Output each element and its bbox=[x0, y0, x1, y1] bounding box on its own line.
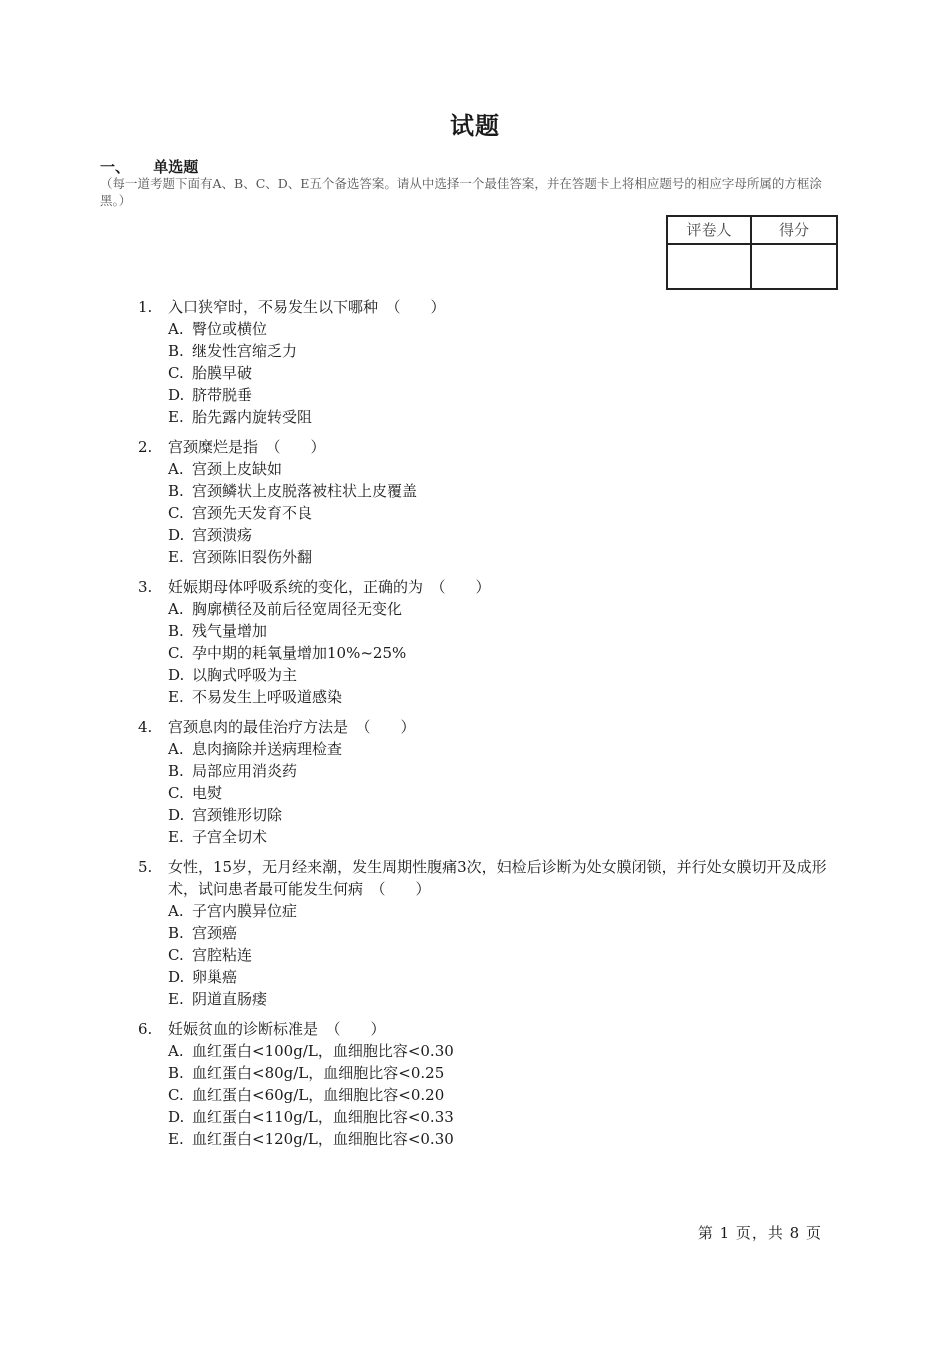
option-a[interactable] bbox=[168, 1040, 838, 1062]
section-heading bbox=[100, 156, 198, 177]
option-text: 宫颈鳞状上皮脱落被柱状上皮覆盖 bbox=[192, 482, 418, 500]
option-letter: A. bbox=[168, 902, 184, 920]
question-6 bbox=[138, 1018, 838, 1150]
grader-cell[interactable] bbox=[668, 245, 752, 288]
option-list bbox=[138, 900, 838, 1010]
score-header: 得分 bbox=[752, 217, 836, 245]
question-stem bbox=[138, 436, 838, 458]
question-text: 宫颈糜烂是指 （ ） bbox=[168, 438, 326, 456]
option-b[interactable] bbox=[168, 340, 838, 362]
question-stem bbox=[138, 1018, 838, 1040]
option-text: 不易发生上呼吸道感染 bbox=[192, 688, 343, 706]
option-c[interactable] bbox=[168, 782, 838, 804]
option-d[interactable] bbox=[168, 524, 838, 546]
option-text: 血红蛋白<100g/L，血细胞比容<0.30 bbox=[192, 1042, 454, 1060]
option-b[interactable] bbox=[168, 760, 838, 782]
option-text: 子宫全切术 bbox=[192, 828, 268, 846]
option-letter: D. bbox=[168, 386, 185, 404]
question-number: 2. bbox=[138, 438, 153, 456]
option-letter: B. bbox=[168, 622, 184, 640]
option-text: 卵巢癌 bbox=[192, 968, 238, 986]
option-d[interactable] bbox=[168, 1106, 838, 1128]
option-letter: B. bbox=[168, 482, 184, 500]
option-letter: A. bbox=[168, 600, 184, 618]
question-5 bbox=[138, 856, 838, 1010]
option-text: 电熨 bbox=[192, 784, 223, 802]
option-letter: B. bbox=[168, 762, 184, 780]
option-b[interactable] bbox=[168, 480, 838, 502]
option-letter: A. bbox=[168, 320, 184, 338]
option-letter: D. bbox=[168, 806, 185, 824]
question-text: 宫颈息肉的最佳治疗方法是 （ ） bbox=[168, 718, 416, 736]
option-c[interactable] bbox=[168, 944, 838, 966]
option-b[interactable] bbox=[168, 922, 838, 944]
option-list bbox=[138, 318, 838, 428]
option-letter: A. bbox=[168, 740, 184, 758]
option-text: 胎膜早破 bbox=[192, 364, 253, 382]
option-text: 宫颈先天发育不良 bbox=[192, 504, 313, 522]
option-letter: E. bbox=[168, 408, 184, 426]
option-a[interactable] bbox=[168, 318, 838, 340]
option-text: 脐带脱垂 bbox=[192, 386, 253, 404]
question-stem bbox=[138, 856, 838, 900]
option-b[interactable] bbox=[168, 620, 838, 642]
section-name: 单选题 bbox=[153, 158, 199, 176]
option-text: 血红蛋白<80g/L，血细胞比容<0.25 bbox=[192, 1064, 445, 1082]
option-text: 宫颈溃疡 bbox=[192, 526, 253, 544]
section-instructions: （每一道考题下面有A、B、C、D、E五个备选答案。请从中选择一个最佳答案，并在答题卡上将相应题号的相应字母所属的方框涂黑。） bbox=[100, 176, 822, 208]
option-text: 残气量增加 bbox=[192, 622, 268, 640]
option-letter: D. bbox=[168, 526, 185, 544]
score-cell[interactable] bbox=[752, 245, 836, 288]
option-text: 宫颈癌 bbox=[192, 924, 238, 942]
option-e[interactable] bbox=[168, 1128, 838, 1150]
option-d[interactable] bbox=[168, 804, 838, 826]
option-b[interactable] bbox=[168, 1062, 838, 1084]
option-text: 血红蛋白<110g/L，血细胞比容<0.33 bbox=[192, 1108, 454, 1126]
option-text: 宫腔粘连 bbox=[192, 946, 253, 964]
option-c[interactable] bbox=[168, 1084, 838, 1106]
option-text: 血红蛋白<60g/L，血细胞比容<0.20 bbox=[192, 1086, 445, 1104]
option-c[interactable] bbox=[168, 642, 838, 664]
option-text: 血红蛋白<120g/L，血细胞比容<0.30 bbox=[192, 1130, 454, 1148]
option-letter: A. bbox=[168, 1042, 184, 1060]
option-letter: B. bbox=[168, 924, 184, 942]
question-4 bbox=[138, 716, 838, 848]
option-d[interactable] bbox=[168, 664, 838, 686]
option-text: 胎先露内旋转受阻 bbox=[192, 408, 313, 426]
option-letter: E. bbox=[168, 688, 184, 706]
question-text: 妊娠贫血的诊断标准是 （ ） bbox=[168, 1020, 386, 1038]
question-number: 4. bbox=[138, 718, 153, 736]
option-text: 继发性宫缩乏力 bbox=[192, 342, 298, 360]
option-letter: E. bbox=[168, 1130, 184, 1148]
option-e[interactable] bbox=[168, 826, 838, 848]
option-letter: E. bbox=[168, 990, 184, 1008]
option-list bbox=[138, 598, 838, 708]
section-number: 一、 bbox=[100, 158, 131, 176]
option-e[interactable] bbox=[168, 686, 838, 708]
question-number: 3. bbox=[138, 578, 153, 596]
option-text: 子宫内膜异位症 bbox=[192, 902, 298, 920]
option-text: 孕中期的耗氧量增加10%~25% bbox=[192, 644, 407, 662]
option-c[interactable] bbox=[168, 502, 838, 524]
option-letter: C. bbox=[168, 784, 184, 802]
option-text: 宫颈锥形切除 bbox=[192, 806, 283, 824]
option-list bbox=[138, 738, 838, 848]
option-text: 宫颈上皮缺如 bbox=[192, 460, 283, 478]
option-text: 局部应用消炎药 bbox=[192, 762, 298, 780]
option-e[interactable] bbox=[168, 988, 838, 1010]
option-text: 阴道直肠瘘 bbox=[192, 990, 268, 1008]
option-letter: A. bbox=[168, 460, 184, 478]
question-text: 入口狭窄时，不易发生以下哪种 （ ） bbox=[168, 298, 446, 316]
option-a[interactable] bbox=[168, 598, 838, 620]
option-letter: E. bbox=[168, 828, 184, 846]
option-e[interactable] bbox=[168, 546, 838, 568]
question-1 bbox=[138, 296, 838, 428]
option-text: 臀位或横位 bbox=[192, 320, 268, 338]
option-letter: C. bbox=[168, 504, 184, 522]
option-letter: C. bbox=[168, 1086, 184, 1104]
question-list bbox=[138, 296, 838, 1158]
option-text: 胸廓横径及前后径宽周径无变化 bbox=[192, 600, 403, 618]
question-number: 1. bbox=[138, 298, 153, 316]
option-a[interactable] bbox=[168, 738, 838, 760]
option-letter: E. bbox=[168, 548, 184, 566]
question-text: 妊娠期母体呼吸系统的变化，正确的为 （ ） bbox=[168, 578, 491, 596]
option-text: 息肉摘除并送病理检查 bbox=[192, 740, 343, 758]
option-c[interactable] bbox=[168, 362, 838, 384]
option-d[interactable] bbox=[168, 384, 838, 406]
option-letter: D. bbox=[168, 1108, 185, 1126]
option-d[interactable] bbox=[168, 966, 838, 988]
option-list bbox=[138, 1040, 838, 1150]
option-letter: C. bbox=[168, 364, 184, 382]
option-a[interactable] bbox=[168, 458, 838, 480]
page-title: 试题 bbox=[450, 111, 500, 140]
option-letter: D. bbox=[168, 968, 185, 986]
option-text: 宫颈陈旧裂伤外翻 bbox=[192, 548, 313, 566]
option-list bbox=[138, 458, 838, 568]
option-text: 以胸式呼吸为主 bbox=[192, 666, 298, 684]
option-a[interactable] bbox=[168, 900, 838, 922]
option-letter: C. bbox=[168, 946, 184, 964]
grader-header: 评卷人 bbox=[668, 217, 752, 245]
question-stem bbox=[138, 716, 838, 738]
question-2 bbox=[138, 436, 838, 568]
option-e[interactable] bbox=[168, 406, 838, 428]
question-stem bbox=[138, 576, 838, 598]
option-letter: B. bbox=[168, 1064, 184, 1082]
option-letter: C. bbox=[168, 644, 184, 662]
question-number: 5. bbox=[138, 858, 153, 876]
question-text: 女性，15岁，无月经来潮，发生周期性腹痛3次，妇检后诊断为处女膜闭锁，并行处女膜切开及成形术，试问患者最可能发生何病 （ ） bbox=[168, 858, 827, 898]
option-letter: B. bbox=[168, 342, 184, 360]
question-3 bbox=[138, 576, 838, 708]
page-footer: 第 1 页，共 8 页 bbox=[697, 1224, 822, 1242]
question-stem bbox=[138, 296, 838, 318]
option-letter: D. bbox=[168, 666, 185, 684]
question-number: 6. bbox=[138, 1020, 153, 1038]
grader-score-table bbox=[666, 215, 838, 290]
